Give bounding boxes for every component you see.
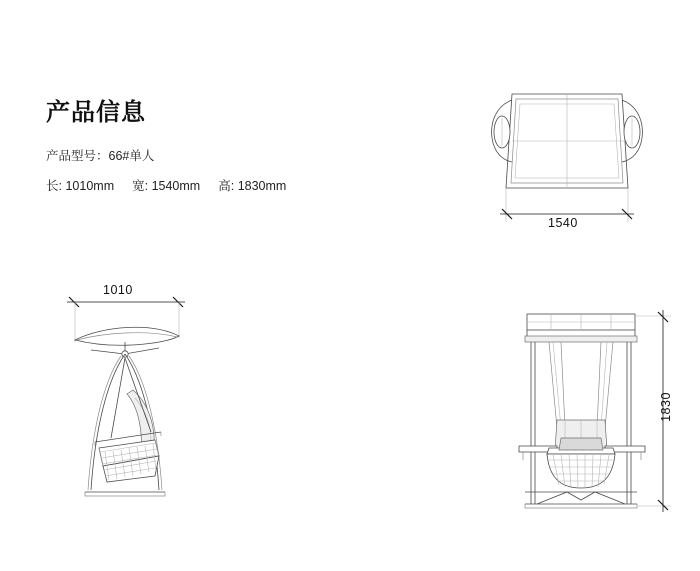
dimension-length-label: 长: [46, 178, 62, 193]
front-view-drawing [505, 300, 685, 530]
product-model-line [46, 148, 346, 166]
top-view-dimension-label: 1540 [548, 216, 578, 230]
dimension-length [46, 178, 114, 196]
product-model-label: 产品型号： [46, 149, 109, 164]
dimension-width [132, 178, 200, 196]
side-view-seat [99, 440, 159, 482]
dimension-width-value: 1540mm [151, 178, 201, 193]
front-view-base [525, 492, 637, 508]
front-view-dimension-label: 1830 [658, 392, 673, 422]
dimension-height [218, 178, 286, 196]
front-view-hanging-ropes [549, 342, 613, 428]
dimension-height-value: 1830mm [237, 178, 287, 193]
side-view-svg [55, 280, 235, 520]
front-view-seat [547, 448, 615, 488]
product-info-block [46, 100, 346, 207]
dimension-width-label: 宽: [132, 178, 149, 193]
side-view-dimension-label: 1010 [103, 283, 133, 297]
side-view-canopy [75, 327, 179, 345]
product-dimensions-line [46, 178, 346, 196]
dimension-height-label: 高: [218, 178, 235, 193]
dimension-length-value: 1010mm [65, 178, 115, 193]
product-model-value: 66#单人 [108, 149, 155, 164]
top-view-drawing [480, 80, 670, 240]
front-view-canopy [525, 314, 637, 342]
front-view-cushion [559, 438, 603, 450]
page-title: 产品信息 [46, 99, 146, 126]
side-view-drawing [55, 280, 235, 520]
